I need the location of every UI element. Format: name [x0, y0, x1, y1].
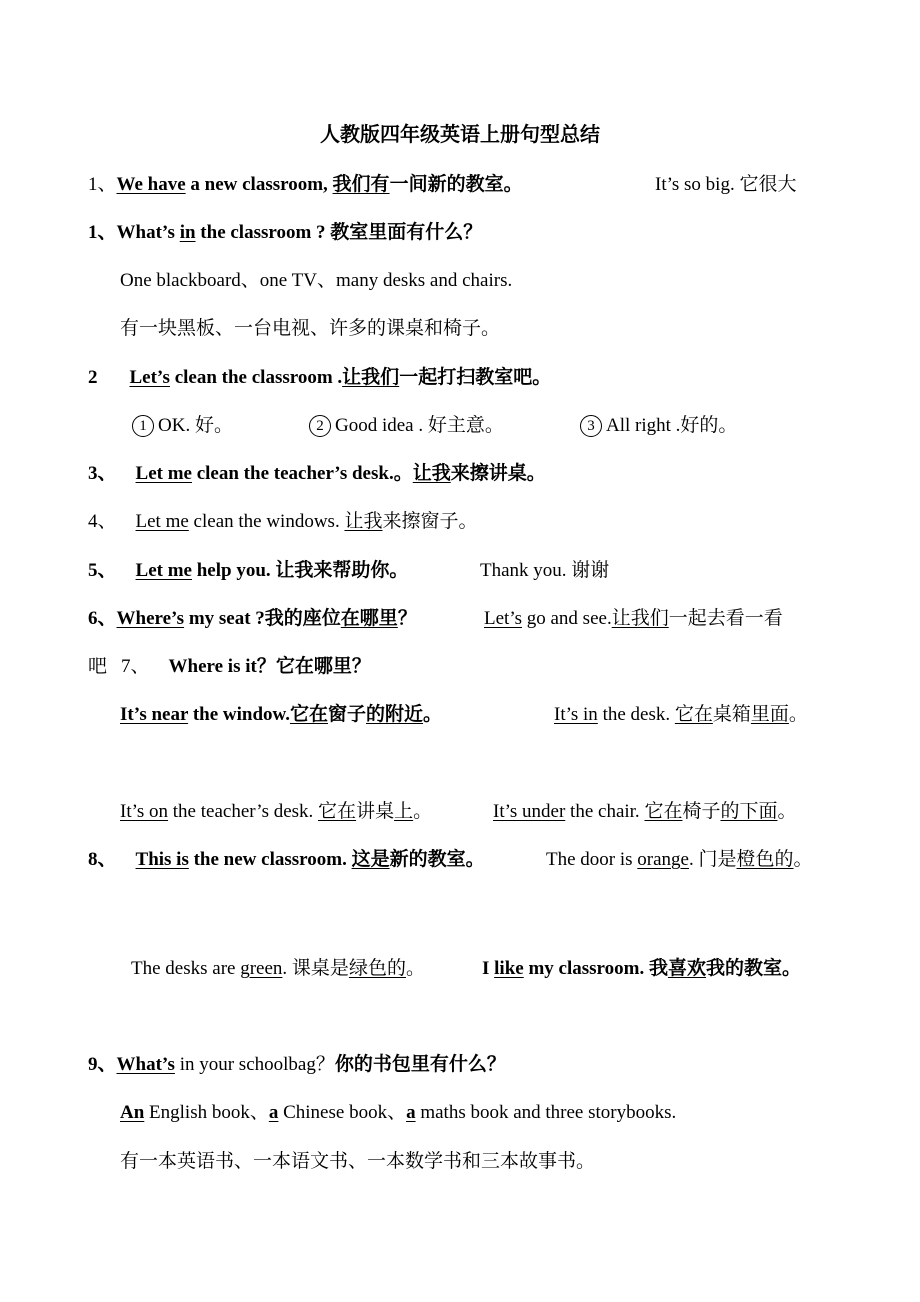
translation-text: 来擦讲桌。	[450, 463, 546, 484]
key-phrase-zh: 它在	[674, 704, 713, 725]
answer-on	[120, 799, 432, 825]
key-phrase: a	[406, 1102, 416, 1123]
sentence-text: Where is it？它在哪里？	[168, 656, 371, 677]
answer-under	[493, 799, 797, 825]
sentence-text: clean the classroom .	[169, 367, 343, 388]
sentence-text: go and see.	[522, 608, 612, 629]
translation-text: 一起去看一看	[668, 608, 783, 629]
key-phrase-zh: 绿色的	[348, 958, 406, 979]
key-phrase: It’s on	[120, 801, 169, 822]
sentence-text: the window.	[188, 704, 290, 725]
key-phrase: a	[268, 1102, 279, 1123]
sentence-6-response: Thank you. 谢谢	[480, 560, 610, 581]
key-phrase-zh: 它在	[318, 801, 357, 822]
key-phrase-zh: 橙色的	[736, 849, 794, 870]
sentence-7-response	[484, 606, 783, 632]
sentence-text: help you. 让我来帮助你。	[191, 560, 409, 581]
key-phrase-zh: 让我们	[611, 608, 669, 629]
question-mark: ？	[397, 608, 417, 629]
key-phrase-zh: 它在	[289, 704, 328, 725]
sentence-text: English book、	[144, 1102, 269, 1123]
sentence-10	[88, 1052, 506, 1078]
sentence-text: the chair.	[565, 801, 645, 822]
key-phrase-zh: 它在	[644, 801, 683, 822]
item-number: 6、	[88, 608, 117, 629]
document-title: 人教版四年级英语上册句型总结	[320, 124, 600, 146]
translation-text: 一起打扫教室吧。	[399, 367, 552, 388]
sentence-text: I	[482, 958, 495, 979]
sentence-text: clean the teacher’s desk.。	[191, 463, 413, 484]
translation-text: 。	[405, 958, 425, 979]
item-number: 5、	[88, 560, 117, 581]
sentence-text: in your schoolbag？	[174, 1054, 335, 1075]
translation-text: 。	[777, 801, 797, 822]
translation-text: 。	[423, 704, 443, 725]
response-text: OK. 好。	[158, 415, 233, 436]
key-phrase-zh: 喜欢	[667, 958, 706, 979]
sentence-text: my seat ?我的座位	[184, 608, 341, 629]
answer-english: One blackboard、one TV、many desks and chairs.	[120, 270, 513, 291]
key-phrase: We have	[116, 174, 186, 195]
answer-near	[120, 702, 442, 728]
sentence-6	[88, 558, 408, 584]
translation-text: 桌箱	[712, 704, 751, 725]
sentence-text: the desk.	[597, 704, 675, 725]
translation-text: 。	[793, 849, 813, 870]
key-phrase-zh: 我们有	[332, 174, 390, 195]
translation-text: 新的教室。	[389, 849, 485, 870]
sentence-text: maths book and three storybooks.	[415, 1102, 677, 1123]
key-phrase-zh: 在哪里	[340, 608, 398, 629]
item-number: 7、	[121, 656, 150, 677]
key-phrase: Let me	[135, 511, 189, 532]
translation-text: 。	[413, 801, 433, 822]
item-number: 2	[88, 367, 98, 388]
sentence-text: Chinese book、	[278, 1102, 407, 1123]
key-phrase: An	[120, 1102, 145, 1123]
translation-text: 窗子	[327, 704, 366, 725]
sentence-text: The door is	[546, 849, 638, 870]
sentence-2	[88, 220, 482, 246]
key-phrase-zh: 这是	[351, 849, 390, 870]
key-phrase-zh: 让我	[412, 463, 451, 484]
circled-number: 2	[309, 415, 331, 437]
sentence-4	[88, 461, 546, 487]
key-phrase: It’s near	[120, 704, 189, 725]
response-text: Good idea . 好主意。	[335, 415, 504, 436]
translation-text: 讲桌	[356, 801, 395, 822]
key-phrase: Let me	[135, 560, 192, 581]
answer-chinese: 有一块黑板、一台电视、许多的课桌和椅子。	[120, 318, 501, 339]
sentence-3	[88, 365, 551, 391]
desks-sentence	[131, 956, 425, 982]
translation-text: 我的教室。	[705, 958, 801, 979]
key-phrase: Where’s	[116, 608, 185, 629]
sentence-9	[88, 847, 485, 873]
books-english	[120, 1100, 676, 1126]
key-phrase: orange	[637, 849, 689, 870]
key-phrase-zh: 让我	[344, 511, 383, 532]
translation-text: 椅子	[682, 801, 721, 822]
item-number: 4、	[88, 511, 117, 532]
key-phrase-zh: 的下面	[720, 801, 778, 822]
sentence-text: What’s	[116, 222, 180, 243]
response-2	[309, 413, 504, 439]
sentence-text: my classroom. 我	[523, 958, 668, 979]
circled-number: 1	[132, 415, 154, 437]
key-phrase: like	[494, 958, 524, 979]
response-1	[132, 413, 233, 439]
sentence-text: clean the windows.	[188, 511, 345, 532]
sentence-text: the teacher’s desk.	[168, 801, 319, 822]
key-phrase: It’s in	[554, 704, 598, 725]
books-chinese: 有一本英语书、一本语文书、一本数学书和三本故事书。	[120, 1151, 596, 1172]
key-phrase-zh: 里面	[750, 704, 789, 725]
sentence-1-response: It’s so big. 它很大	[655, 174, 797, 195]
sentence-text: the classroom ? 教室里面有什么？	[195, 222, 483, 243]
sentence-5	[88, 509, 477, 535]
circled-number: 3	[580, 415, 602, 437]
key-phrase: Let’s	[484, 608, 522, 629]
sentence-text: . 门是	[689, 849, 737, 870]
translation-text: 。	[788, 704, 808, 725]
answer-in	[554, 702, 808, 728]
sentence-7	[88, 606, 417, 632]
door-sentence	[546, 847, 813, 873]
key-phrase-zh: 让我们	[342, 367, 400, 388]
item-number: 8、	[88, 849, 117, 870]
response-text: All right .好的。	[606, 415, 738, 436]
sentence-text: the new classroom.	[188, 849, 352, 870]
like-sentence	[482, 956, 801, 982]
translation-text: 来擦窗子。	[382, 511, 478, 532]
sentence-text: The desks are	[131, 958, 241, 979]
key-phrase: in	[179, 222, 196, 243]
response-3	[580, 413, 737, 439]
key-phrase: What’s	[116, 1054, 175, 1075]
key-phrase: This is	[135, 849, 189, 870]
sentence-1	[88, 172, 523, 198]
wrapped-char: 吧	[88, 656, 108, 677]
item-number: 1、	[88, 222, 117, 243]
item-number: 9、	[88, 1054, 117, 1075]
key-phrase-zh: 上	[394, 801, 414, 822]
sentence-text: . 课桌是	[282, 958, 349, 979]
key-phrase: Let me	[135, 463, 192, 484]
key-phrase-zh: 的附近	[366, 704, 424, 725]
sentence-8	[88, 654, 371, 680]
key-phrase: It’s under	[493, 801, 566, 822]
sentence-text: a new classroom,	[185, 174, 333, 195]
item-number: 3、	[88, 463, 117, 484]
translation-text: 你的书包里有什么？	[334, 1054, 506, 1075]
key-phrase: green	[240, 958, 283, 979]
item-number: 1、	[88, 174, 117, 195]
translation-text: 一间新的教室。	[389, 174, 523, 195]
key-phrase: Let’s	[129, 367, 170, 388]
